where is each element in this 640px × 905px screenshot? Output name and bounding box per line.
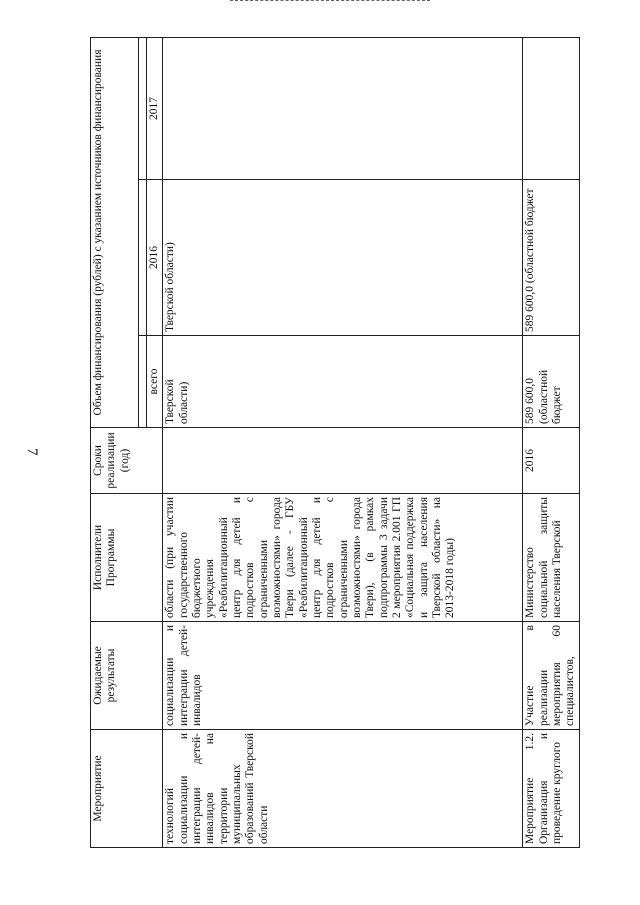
- header-terms: Сроки реализации (год): [91, 428, 163, 494]
- row2-terms: 2016: [523, 428, 579, 494]
- row2-total: 589 600,0 (областной бюджет: [523, 336, 579, 428]
- row1-2017: [163, 37, 523, 179]
- row1-measure: технологий социализации и интеграции детей-инвалидов на территории муниципальных образований Тверской области: [163, 730, 523, 848]
- header-spacer-1: [139, 336, 147, 428]
- header-2016: 2016: [147, 180, 163, 336]
- table-row: [523, 37, 579, 847]
- row2-expected: Участие в реализации мероприятия 60 специалистов,: [523, 622, 579, 730]
- row1-terms: [163, 428, 523, 494]
- header-funding: Объем финансирования (рублей) с указанием источников финансирования: [91, 37, 139, 427]
- table-row: [163, 37, 523, 847]
- header-expected: Ожидаемые результаты: [91, 622, 163, 730]
- row2-measure: Мероприятие 1.2. Организация и проведение круглого: [523, 730, 579, 848]
- header-executors: Исполнители Программы: [91, 494, 163, 622]
- header-total: всего: [147, 336, 163, 428]
- row2-executors: Министерство социальной защиты населения Тверской: [523, 494, 579, 622]
- program-table: [90, 37, 580, 848]
- scan-edge-marks: [230, 0, 430, 7]
- header-spacer-2: [139, 180, 147, 336]
- row1-2016: Тверской области): [163, 180, 523, 336]
- row2-2016: 589 600,0 (областной бюджет: [523, 180, 579, 336]
- page-number: 7: [24, 448, 40, 456]
- row2-2017: [523, 37, 579, 179]
- header-spacer-3: [139, 37, 147, 179]
- header-2017: 2017: [147, 37, 163, 179]
- header-measure: Мероприятие: [91, 730, 163, 848]
- row1-expected: социализации и интеграции детей-инвалидов: [163, 622, 523, 730]
- rotated-table-sheet: [90, 38, 577, 848]
- row1-total: Тверской области): [163, 336, 523, 428]
- row1-executors: области (при участии государственного бюджетного учреждения «Реабилитационный центр для детей и подростков с ограниченными возможностями» города Твери (далее - ГБУ «Реабилитационный центр для детей и подростков с ограниченными возможностями» города Твери), (в рамках подпрограммы 3 задачи 2 мероприятия 2.001 ГП «Социальная поддержка и защита населения Тверской области» на 2013-2018 годы): [163, 494, 523, 622]
